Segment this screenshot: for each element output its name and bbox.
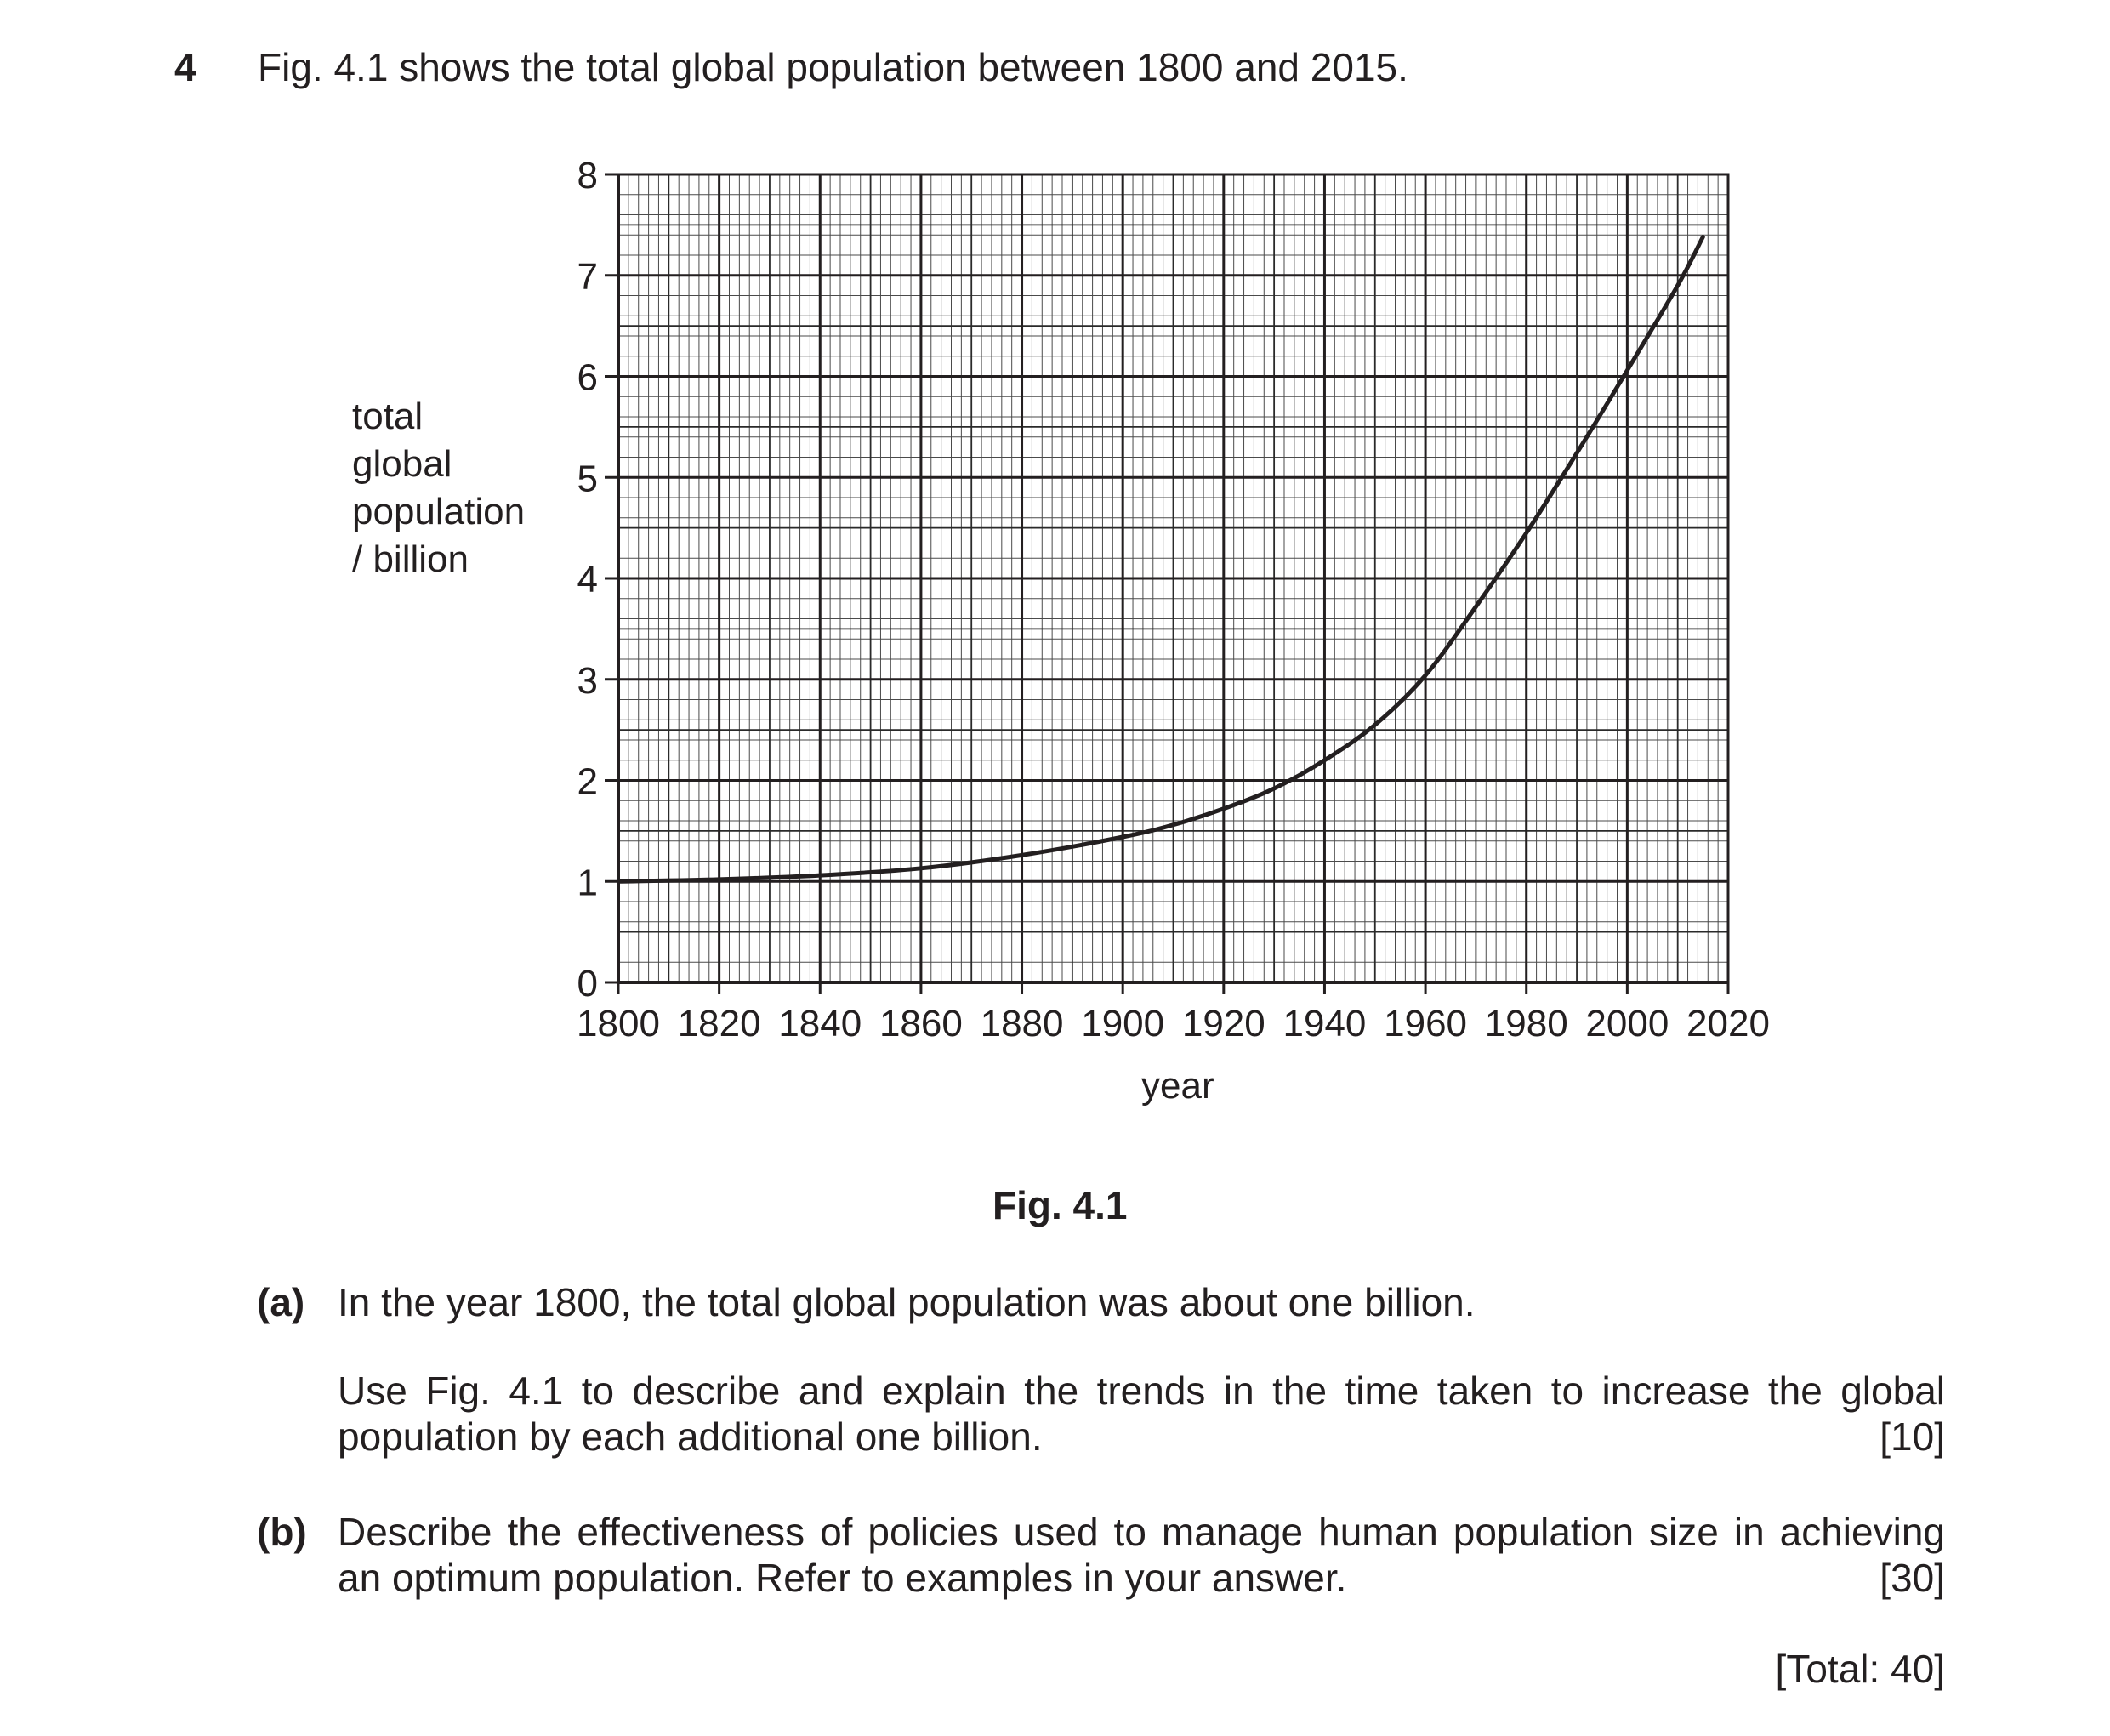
part-b-marks: [30] xyxy=(1880,1556,1945,1600)
y-tick-label: 8 xyxy=(577,155,598,196)
y-tick-label: 6 xyxy=(577,356,598,399)
population-curve xyxy=(618,237,1703,882)
y-tick-label: 0 xyxy=(577,963,598,1005)
x-tick-label: 2020 xyxy=(1686,1003,1770,1044)
x-axis-label: year xyxy=(1141,1065,1214,1107)
x-tick-label: 2000 xyxy=(1585,1003,1669,1044)
x-tick-label: 1860 xyxy=(879,1003,963,1044)
y-tick-label: 2 xyxy=(577,760,598,803)
x-tick-label: 1820 xyxy=(677,1003,761,1044)
x-tick-label: 1920 xyxy=(1181,1003,1265,1044)
y-axis-label-line: global xyxy=(352,443,452,485)
x-tick-label: 1960 xyxy=(1384,1003,1468,1044)
figure-caption: Fig. 4.1 xyxy=(992,1183,1128,1227)
x-tick-label: 1880 xyxy=(980,1003,1064,1044)
x-tick-labels xyxy=(577,1003,1770,1044)
y-axis-label-line: / billion xyxy=(352,538,469,580)
y-tick-label: 3 xyxy=(577,659,598,702)
part-a-statement: In the year 1800, the total global population was about one billion. xyxy=(338,1280,1476,1324)
total-marks: [Total: 40] xyxy=(1775,1647,1945,1691)
y-tick-label: 5 xyxy=(577,458,598,500)
x-tick-label: 1840 xyxy=(778,1003,862,1044)
part-b-question: Describe the effectiveness of policies used to manage human population size in achieving an optimum population. Refer to examples in your answer. xyxy=(338,1510,1945,1600)
part-a-label: (a) xyxy=(257,1280,305,1324)
x-tick-label: 1800 xyxy=(577,1003,660,1044)
question-number: 4 xyxy=(174,45,196,89)
y-axis-label-line: total xyxy=(352,396,424,437)
y-tick-label: 1 xyxy=(577,862,598,904)
y-tick-label: 7 xyxy=(577,255,598,298)
y-axis-label-line: population xyxy=(352,491,526,532)
y-axis-label xyxy=(352,393,525,583)
part-b-label: (b) xyxy=(257,1510,307,1554)
part-a-marks: [10] xyxy=(1880,1414,1945,1459)
chart-axes xyxy=(605,174,1728,994)
y-tick-labels xyxy=(577,155,598,1005)
x-tick-label: 1940 xyxy=(1282,1003,1367,1044)
part-a-question: Use Fig. 4.1 to describe and explain the trends in the time taken to increase the global population by each additional one billion. xyxy=(338,1369,1945,1459)
x-tick-label: 1980 xyxy=(1484,1003,1568,1044)
x-tick-label: 1900 xyxy=(1081,1003,1165,1044)
y-tick-label: 4 xyxy=(577,559,598,600)
question-intro: Fig. 4.1 shows the total global population between 1800 and 2015. xyxy=(258,45,1408,89)
